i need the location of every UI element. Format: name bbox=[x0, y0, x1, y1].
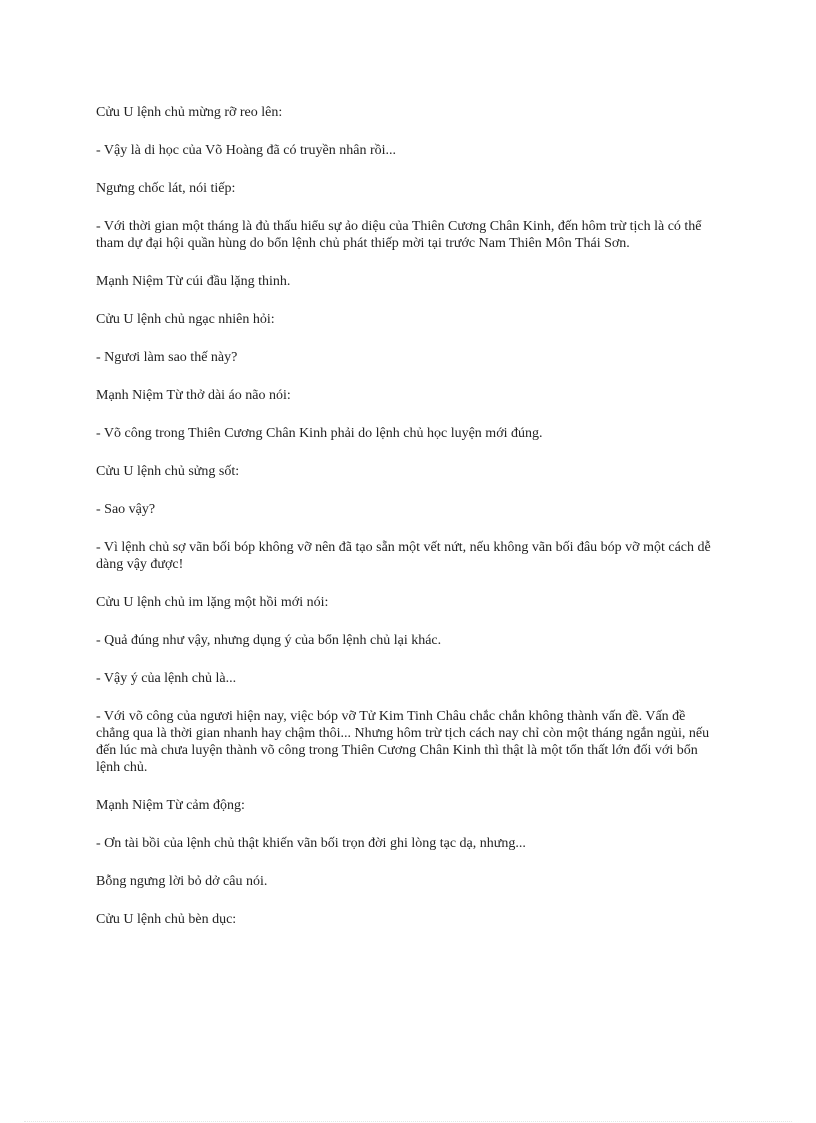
paragraph: Cửu U lệnh chủ im lặng một hồi mới nói: bbox=[96, 595, 329, 610]
paragraph: Cửu U lệnh chủ mừng rỡ reo lên: bbox=[96, 105, 283, 120]
paragraph: Mạnh Niệm Từ cúi đầu lặng thinh. bbox=[96, 274, 291, 289]
document-body bbox=[96, 104, 720, 949]
paragraph: Cửu U lệnh chủ ngạc nhiên hỏi: bbox=[96, 312, 275, 327]
paragraph: - Sao vậy? bbox=[96, 502, 156, 517]
paragraph: Mạnh Niệm Từ cảm động: bbox=[96, 798, 245, 813]
paragraph: - Vì lệnh chủ sợ vãn bối bóp không vỡ nên đã tạo sẵn một vết nứt, nếu không vãn bối đâu bóp vỡ một cách dễ dàng vậy được! bbox=[96, 540, 711, 572]
paragraph: - Ơn tài bồi của lệnh chủ thật khiến vãn bối trọn đời ghi lòng tạc dạ, nhưng... bbox=[96, 836, 526, 851]
paragraph: Mạnh Niệm Từ thở dài áo não nói: bbox=[96, 388, 291, 403]
paragraph: - Với thời gian một tháng là đủ thấu hiểu sự ảo diệu của Thiên Cương Chân Kinh, đến hôm trừ tịch là có thể tham dự đại hội quần hùng do bổn lệnh chủ phát thiếp mời tại trước Nam Thiên Môn Thái Sơn. bbox=[96, 219, 702, 251]
paragraph: Cửu U lệnh chủ bèn dục: bbox=[96, 912, 237, 927]
paragraph: - Vậy là di học của Võ Hoàng đã có truyền nhân rồi... bbox=[96, 143, 397, 158]
paragraph: Cửu U lệnh chủ sửng sốt: bbox=[96, 464, 240, 479]
paragraph: - Với võ công của ngươi hiện nay, việc bóp vỡ Tử Kim Tinh Châu chắc chắn không thành vấn đề. Vấn đề chẳng qua là thời gian nhanh hay chậm thôi... Nhưng hôm trừ tịch cách nay chỉ còn một tháng ngắn ngủi, nếu đến lúc mà chưa luyện thành võ công trong Thiên Cương Chân Kinh thì thật là một tổn thất lớn đối với bổn lệnh chủ. bbox=[96, 709, 710, 775]
page-bottom-divider bbox=[24, 1121, 792, 1122]
paragraph: Ngưng chốc lát, nói tiếp: bbox=[96, 181, 236, 196]
paragraph: - Vậy ý của lệnh chủ là... bbox=[96, 671, 237, 686]
paragraph: - Quả đúng như vậy, nhưng dụng ý của bổn lệnh chủ lại khác. bbox=[96, 633, 442, 648]
paragraph: - Võ công trong Thiên Cương Chân Kinh phải do lệnh chủ học luyện mới đúng. bbox=[96, 426, 543, 441]
paragraph: Bỗng ngưng lời bỏ dở câu nói. bbox=[96, 874, 268, 889]
paragraph: - Ngươi làm sao thế này? bbox=[96, 350, 238, 365]
